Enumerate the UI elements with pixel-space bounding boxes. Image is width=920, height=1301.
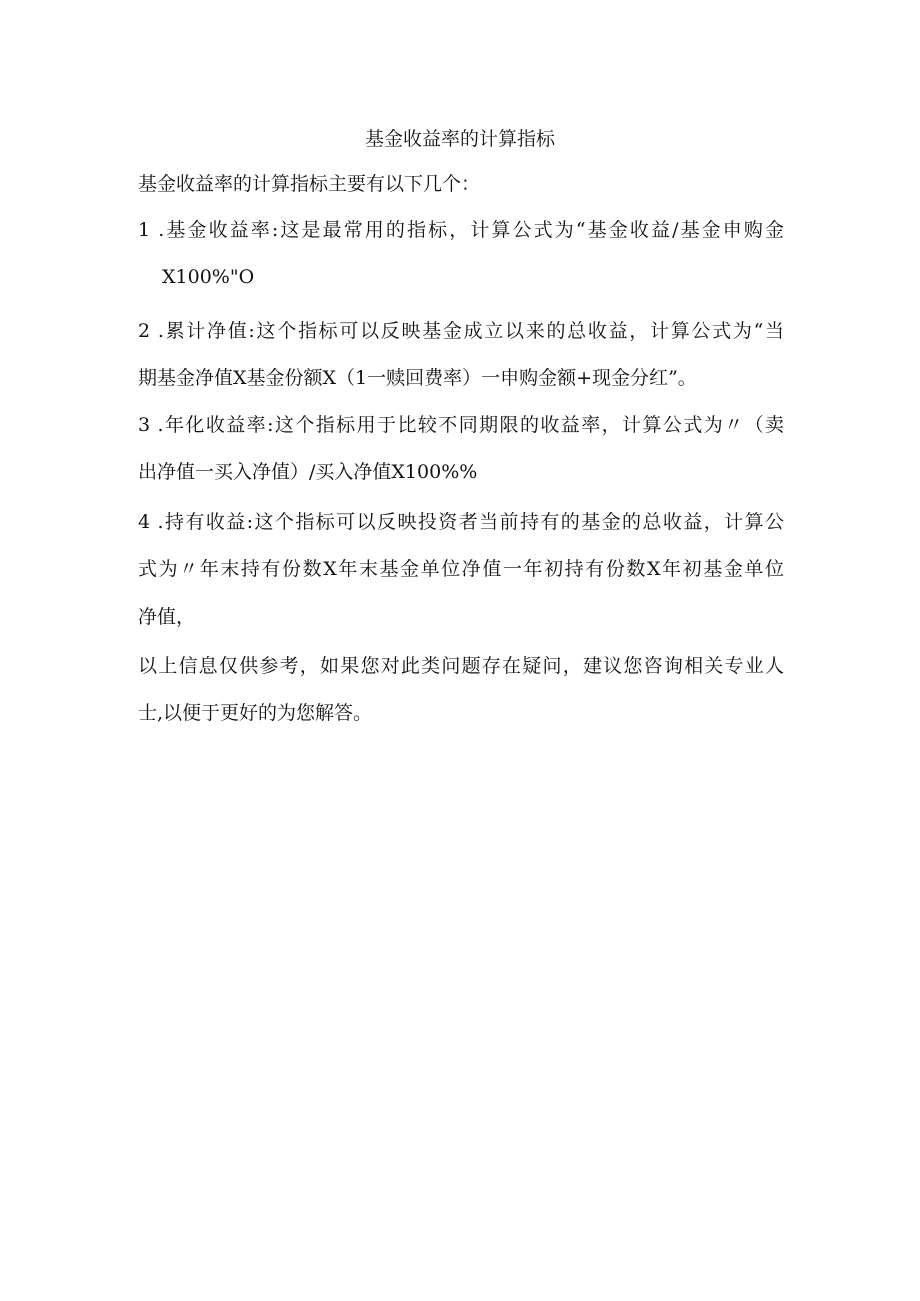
item-4-line-2: 式为〃年末持有份数X年末基金单位净值一年初持有份数X年初基金单位 (138, 558, 784, 580)
closing-line-2: 士,以便于更好的为您解答。 (138, 702, 373, 724)
closing-line-1: 以上信息仅供参考，如果您对此类问题存在疑问，建议您咨询相关专业人 (138, 655, 784, 677)
document-title: 基金收益率的计算指标 (364, 128, 555, 150)
item-1-line-2: X100%"O (162, 266, 255, 288)
item-1-line-1: 1 .基金收益率:这是最常用的指标，计算公式为“基金收益/基金申购金 (138, 219, 784, 241)
item-2-line-1: 2 .累计净值:这个指标可以反映基金成立以来的总收益，计算公式为“当 (138, 320, 784, 342)
intro-line: 基金收益率的计算指标主要有以下几个： (138, 173, 481, 195)
item-3-line-2: 出净值一买入净值）/买入净值X100%% (138, 461, 478, 483)
item-4-line-1: 4 .持有收益:这个指标可以反映投资者当前持有的基金的总收益，计算公 (138, 511, 784, 533)
item-3-line-1: 3 .年化收益率:这个指标用于比较不同期限的收益率，计算公式为〃（卖 (138, 414, 784, 436)
item-4-line-3: 净值， (138, 606, 196, 628)
item-2-line-2: 期基金净值X基金份额X（1一赎回费率）一申购金额+现金分红”。 (138, 367, 697, 389)
